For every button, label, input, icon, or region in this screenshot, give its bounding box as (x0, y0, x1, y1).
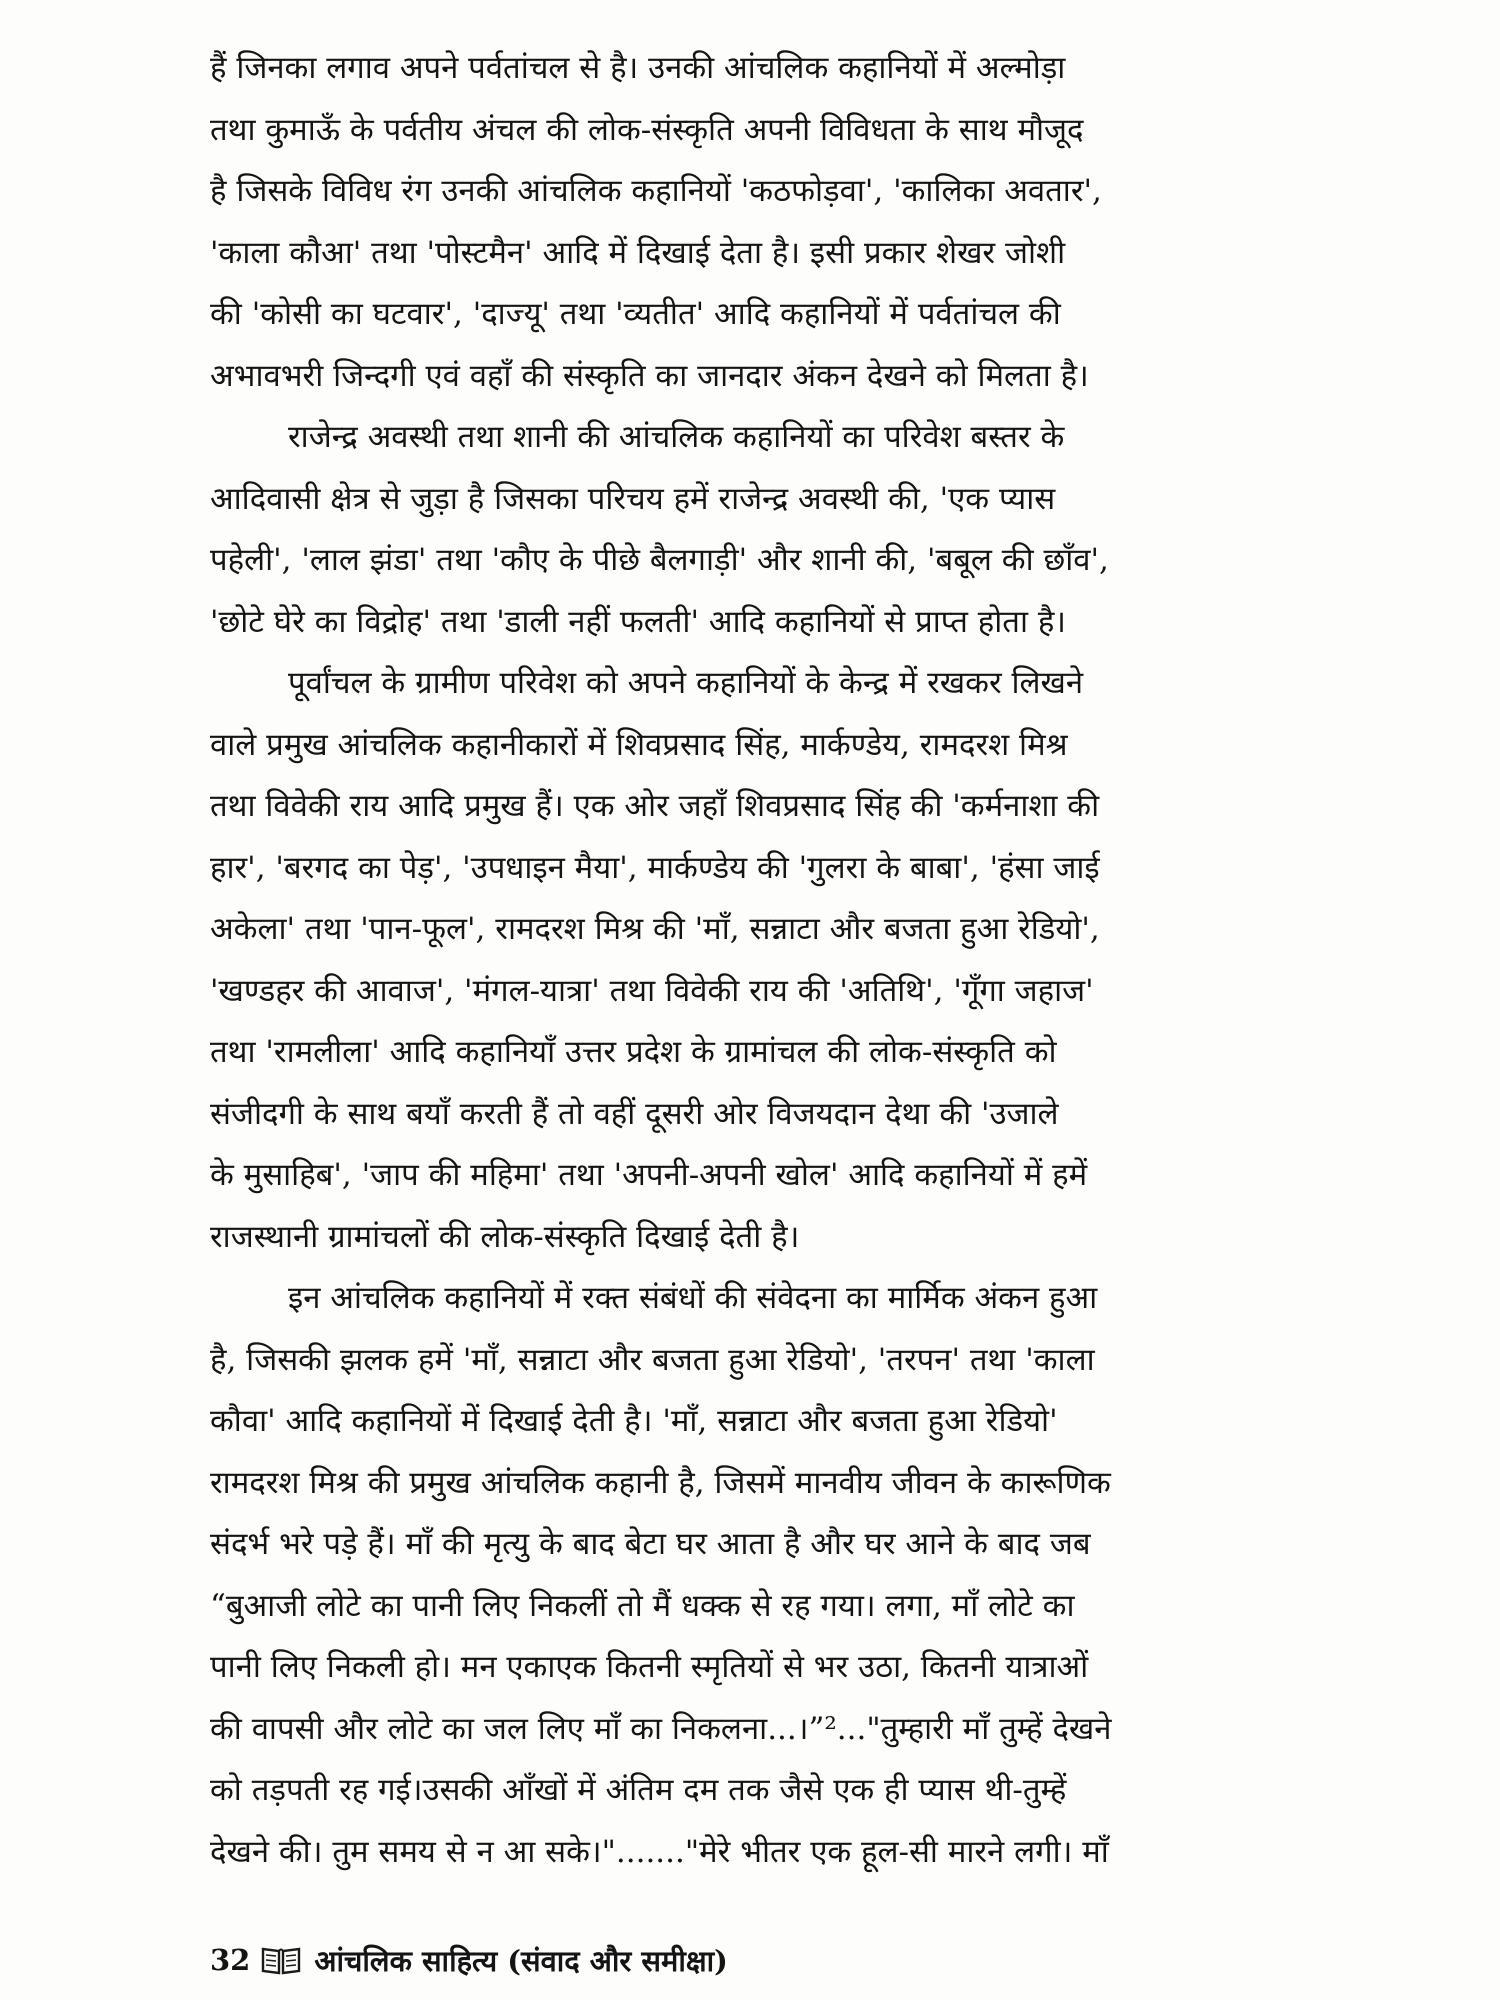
text-line: पानी लिए निकली हो। मन एकाएक कितनी स्मृतियों से भर उठा, कितनी यात्राओं (210, 1649, 1089, 1685)
text-line: वाले प्रमुख आंचलिक कहानीकारों में शिवप्रसाद सिंह, मार्कण्डेय, रामदरश मिश्र (210, 726, 1068, 763)
text-line: संदर्भ भरे पड़े हैं। माँ की मृत्यु के बाद बेटा घर आता है और घर आने के बाद जब (210, 1526, 1091, 1562)
text-line: हैं जिनका लगाव अपने पर्वतांचल से है। उनकी आंचलिक कहानियों में अल्मोड़ा (210, 50, 1066, 86)
text-line: अभावभरी जिन्दगी एवं वहाँ की संस्कृति का जानदार अंकन देखने को मिलता है। (210, 357, 1089, 394)
body-text (210, 38, 1310, 1883)
text-line: पहेली', 'लाल झंडा' तथा 'कौए के पीछे बैलगाड़ी' और शानी की, 'बबूल की छाँव', (210, 542, 1109, 578)
text-line: की वापसी और लोटे का जल लिए माँ का निकलना...।”²..."तुम्हारी माँ तुम्हें देखने (210, 1710, 1112, 1747)
text-line: 'खण्डहर की आवाज', 'मंगल-यात्रा' तथा विवेकी राय की 'अतिथि', 'गूँगा जहाज' (210, 972, 1094, 1009)
text-line: के मुसाहिब', 'जाप की महिमा' तथा 'अपनी-अपनी खोल' आदि कहानियों में हमें (210, 1157, 1088, 1193)
text-line: आदिवासी क्षेत्र से जुड़ा है जिसका परिचय हमें राजेन्द्र अवस्थी की, 'एक प्यास (210, 480, 1056, 517)
text-line: हार', 'बरगद का पेड़', 'उपधाइन मैया', मार्कण्डेय की 'गुलरा के बाबा', 'हंसा जाई (210, 849, 1100, 886)
text-line: की 'कोसी का घटवार', 'दाज्यू' तथा 'व्यतीत' आदि कहानियों में पर्वतांचल की (210, 296, 1061, 332)
text-line: है जिसके विविध रंग उनकी आंचलिक कहानियों 'कठफोड़वा', 'कालिका अवतार', (210, 173, 1102, 209)
text-line: कौवा' आदि कहानियों में दिखाई देती है। 'माँ, सन्नाटा और बजता हुआ रेडियो' (210, 1403, 1058, 1439)
text-line: इन आंचलिक कहानियों में रक्त संबंधों की संवेदना का मार्मिक अंकन हुआ (288, 1280, 1098, 1316)
text-line: है, जिसकी झलक हमें 'माँ, सन्नाटा और बजता हुआ रेडियो', 'तरपन' तथा 'काला (210, 1341, 1095, 1378)
text-line: “बुआजी लोटे का पानी लिए निकलीं तो मैं धक्क से रह गया। लगा, माँ लोटे का (210, 1587, 1075, 1624)
text-line: संजीदगी के साथ बयाँ करती हैं तो वहीं दूसरी ओर विजयदान देथा की 'उजाले (210, 1095, 1059, 1132)
text-line: तथा कुमाऊँ के पर्वतीय अंचल की लोक-संस्कृति अपनी विविधता के साथ मौजूद (210, 111, 1084, 148)
text-line: अकेला' तथा 'पान-फूल', रामदरश मिश्र की 'माँ, सन्नाटा और बजता हुआ रेडियो', (210, 911, 1100, 947)
text-line: पूर्वांचल के ग्रामीण परिवेश को अपने कहानियों के केन्द्र में रखकर लिखने (288, 665, 1084, 701)
book-title: आंचलिक साहित्य (संवाद और समीक्षा) (314, 1943, 728, 1978)
text-line: राजेन्द्र अवस्थी तथा शानी की आंचलिक कहानियों का परिवेश बस्तर के (288, 419, 1065, 455)
open-book-icon (260, 1944, 302, 1976)
text-line: 'काला कौआ' तथा 'पोस्टमैन' आदि में दिखाई देता है। इसी प्रकार शेखर जोशी (210, 234, 1066, 271)
text-line: देखने की। तुम समय से न आ सके।"......."मेरे भीतर एक हूल-सी मारने लगी। माँ (210, 1833, 1109, 1870)
text-line: रामदरश मिश्र की प्रमुख आंचलिक कहानी है, जिसमें मानवीय जीवन के कारूणिक (210, 1464, 1111, 1501)
text-line: तथा 'रामलीला' आदि कहानियाँ उत्तर प्रदेश के ग्रामांचल की लोक-संस्कृति को (210, 1034, 1057, 1070)
page-number: 32 (210, 1943, 251, 1977)
text-line: 'छोटे घेरे का विद्रोह' तथा 'डाली नहीं फलती' आदि कहानियों से प्राप्त होता है। (210, 603, 1067, 640)
text-line: तथा विवेकी राय आदि प्रमुख हैं। एक ओर जहाँ शिवप्रसाद सिंह की 'कर्मनाशा की (210, 788, 1100, 824)
page-footer (210, 1938, 728, 1982)
text-line: राजस्थानी ग्रामांचलों की लोक-संस्कृति दिखाई देती है। (210, 1218, 800, 1255)
text-line: को तड़पती रह गई।उसकी आँखों में अंतिम दम तक जैसे एक ही प्यास थी-तुम्हें (210, 1772, 1067, 1808)
